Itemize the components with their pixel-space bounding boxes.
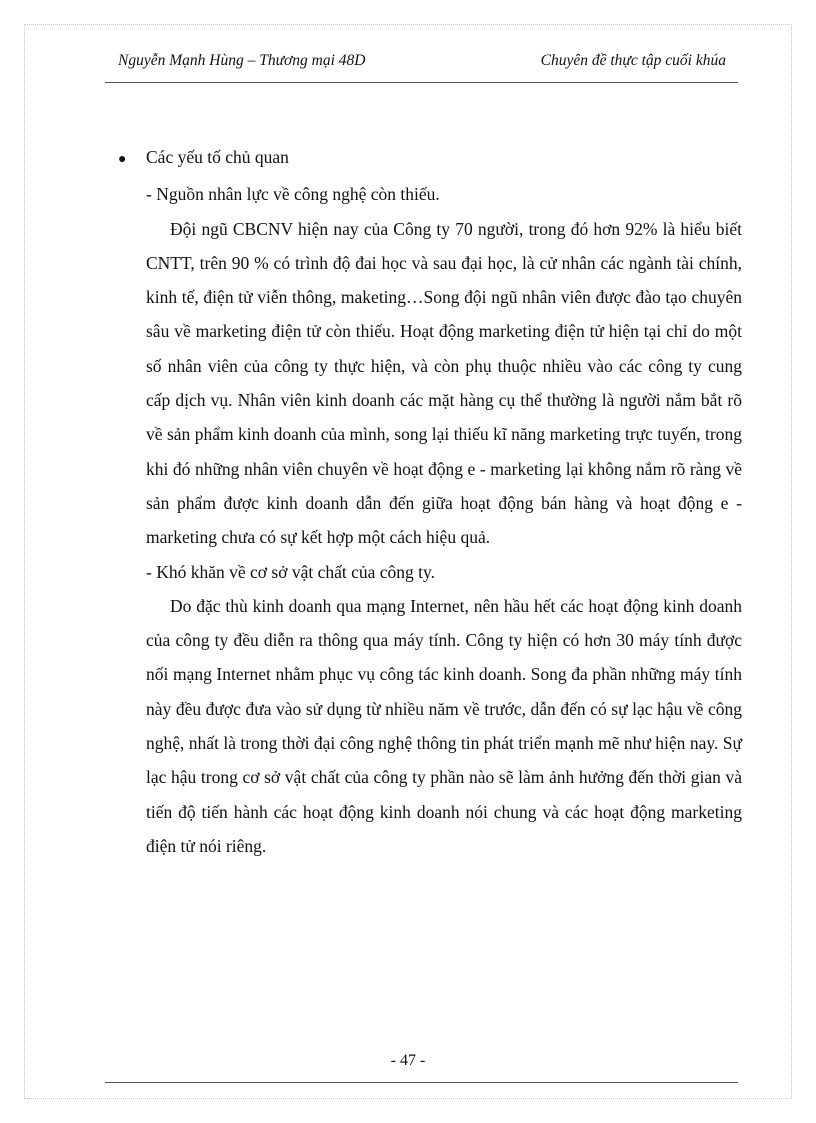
header-title: Chuyên đề thực tập cuối khúa (540, 52, 726, 69)
document-body (118, 140, 742, 863)
header-rule (105, 82, 738, 83)
bullet-icon: ● (118, 152, 127, 167)
page-header (118, 52, 726, 70)
section-heading-human-resources: - Nguồn nhân lực về công nghệ còn thiếu. (146, 184, 440, 205)
page-number: - 47 - (390, 1052, 426, 1069)
section-heading-facilities: - Khó khăn về cơ sở vật chất của công ty. (146, 561, 436, 582)
bullet-item (118, 140, 742, 177)
bullet-text: Các yếu tố chủ quan (146, 147, 289, 167)
paragraph-facilities: Do đặc thù kinh doanh qua mạng Internet, nên hầu hết các hoạt động kinh doanh của công ty đều diễn ra thông qua máy tính. Công ty hiện có hơn 30 máy tính được nối mạng Internet nhằm phục vụ công tác kinh doanh. Song đa phần những máy tính này đều được đưa vào sử dụng từ nhiều năm về trước, dẫn đến có sự lạc hậu về công nghệ, nhất là trong thời đại công nghệ thông tin phát triển mạnh mẽ như hiện nay. Sự lạc hậu trong cơ sở vật chất của công ty phần nào sẽ làm ảnh hưởng đến thời gian và tiến độ tiến hành các hoạt động kinh doanh nói chung và các hoạt động marketing điện tử nói riêng. (146, 595, 742, 856)
footer-rule (105, 1082, 738, 1083)
header-author: Nguyễn Mạnh Hùng – Thương mại 48D (118, 52, 366, 69)
paragraph-human-resources: Đội ngũ CBCNV hiện nay của Công ty 70 người, trong đó hơn 92% là hiểu biết CNTT, trên 90 % có trình độ đai học và sau đại học, là cử nhân các ngành tài chính, kinh tế, điện tử viễn thông, maketing…Song đội ngũ nhân viên được đào tạo chuyên sâu về marketing điện tử còn thiếu. Hoạt động marketing điện tử hiện tại chỉ do một số nhân viên của công ty thực hiện, và còn phụ thuộc nhiều vào các công ty cung cấp dịch vụ. Nhân viên kinh doanh các mặt hàng cụ thể thường là người nắm bắt rõ về sản phẩm kinh doanh của mình, song lại thiếu kĩ năng marketing trực tuyến, trong khi đó những nhân viên chuyên về hoạt động e - marketing lại không nắm rõ ràng về sản phẩm được kinh doanh dẫn đến giữa hoạt động bán hàng và hoạt động e - marketing chưa có sự kết hợp một cách hiệu quả. (146, 218, 742, 548)
